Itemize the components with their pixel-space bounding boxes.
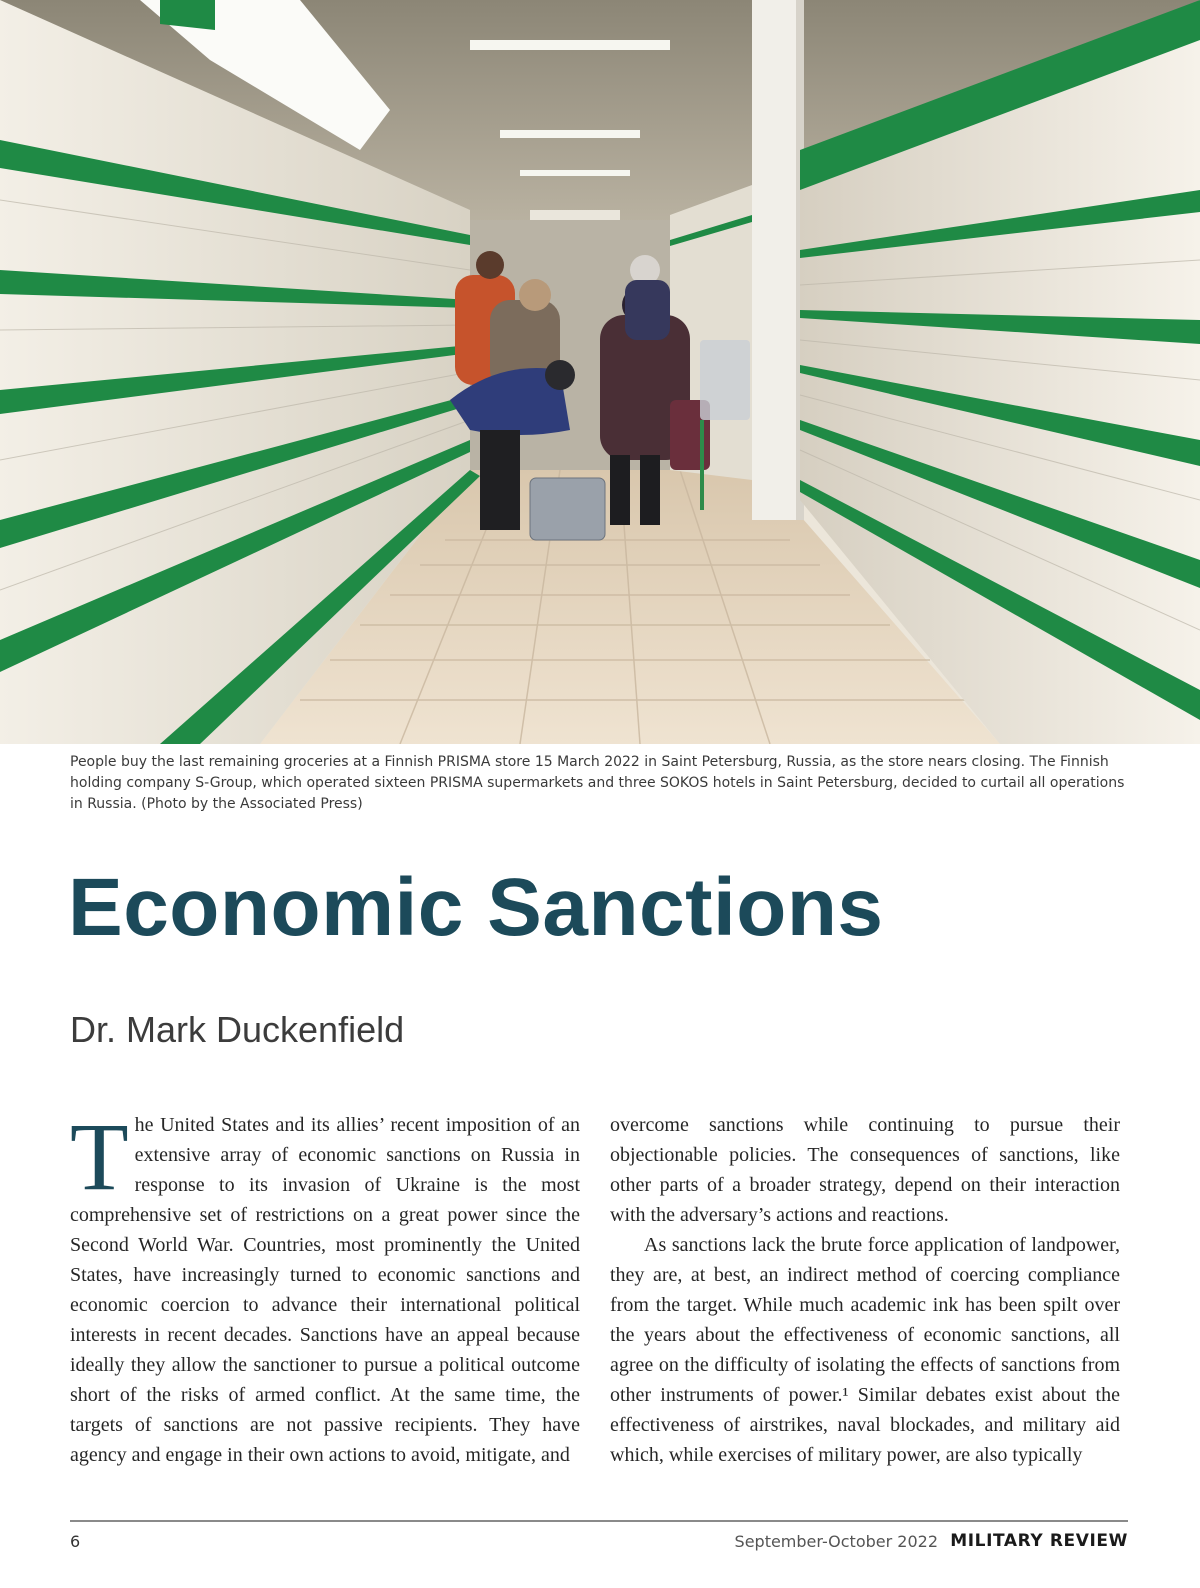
supermarket-aisle-image xyxy=(0,0,1200,744)
body-column-right xyxy=(610,1110,1120,1470)
body-paragraph xyxy=(70,1103,580,1470)
photo-caption: People buy the last remaining groceries at a Finnish PRISMA store 15 March 2022 in Saint Petersburg, Russia, as the store nears closing. The Finnish holding company S-Group, which operated sixteen PRISMA supermarkets and three SOKOS hotels in Saint Petersburg, decided to curtail all operations in Russia. (Photo by the Associated Press) xyxy=(70,754,1125,812)
article-photo xyxy=(0,0,1200,744)
article-title: Economic Sanctions xyxy=(68,862,884,953)
paragraph-text: he United States and its allies’ recent imposition of an extensive array of economic sanctions on Russia in response to its invasion of Ukraine is the most comprehensive set of restrictions on a great power since the Second World War. Countries, most prominently the United States, have increasingly turned to economic sanctions and economic coercion to advance their international political interests in recent decades. Sanctions have an appeal because ideally they allow the sanctioner to pursue a political outcome short of the risks of armed conflict. At the same time, the targets of sanctions are not passive recipients. They have agency and engage in their own actions to avoid, mitigate, and xyxy=(70,1114,580,1466)
body-paragraph: As sanctions lack the brute force application of landpower, they are, at best, an indirect method of coercing compliance from the target. While much academic ink has been spilt over the years about the effectiveness of economic sanctions, all agree on the difficulty of isolating the effects of sanctions from other instruments of power.¹ Similar debates exist about the effectiveness of airstrikes, naval blockades, and military aid which, while exercises of military power, are also typically xyxy=(610,1234,1120,1466)
journal-name: MILITARY REVIEW xyxy=(950,1531,1128,1551)
body-column-left xyxy=(70,1103,580,1470)
drop-cap: T xyxy=(70,1103,129,1210)
body-paragraph: overcome sanctions while continuing to pursue their objectionable policies. The consequences of sanctions, like other parts of a broader strategy, depend on their interaction with the adversary’s actions and reactions. xyxy=(610,1114,1120,1226)
issue-date: September-October 2022 xyxy=(734,1532,938,1551)
article-author: Dr. Mark Duckenfield xyxy=(70,1009,405,1050)
page-number: 6 xyxy=(70,1532,81,1551)
footer-rule xyxy=(70,1520,1128,1522)
